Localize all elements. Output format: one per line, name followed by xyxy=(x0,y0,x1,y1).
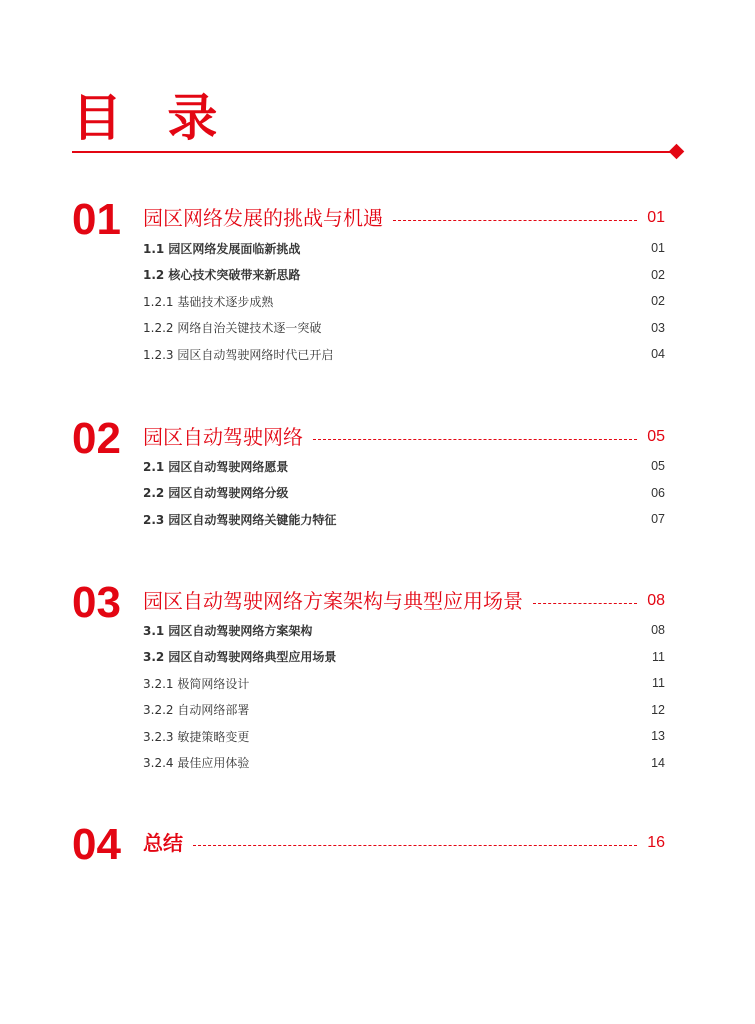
entry-page: 05 xyxy=(651,459,665,474)
section-heading[interactable] xyxy=(143,585,665,617)
toc-entry[interactable] xyxy=(143,644,665,671)
section-entries xyxy=(143,453,665,533)
entry-label: 3.2.2 自动网络部署 xyxy=(143,703,250,718)
entry-page: 11 xyxy=(652,676,665,691)
entry-label: 1.2 核心技术突破带来新思路 xyxy=(143,268,301,283)
entry-page: 07 xyxy=(651,512,665,527)
entry-page: 11 xyxy=(652,649,665,664)
entry-label: 3.2.3 敏捷策略变更 xyxy=(143,729,250,744)
entry-label: 2.2 园区自动驾驶网络分级 xyxy=(143,486,289,501)
section-entries xyxy=(143,617,665,776)
entry-page: 01 xyxy=(651,241,665,256)
entry-page: 14 xyxy=(651,755,665,770)
entry-label: 2.1 园区自动驾驶网络愿景 xyxy=(143,459,289,474)
entry-page: 13 xyxy=(651,729,665,744)
title-underline xyxy=(72,151,676,153)
toc-entry[interactable] xyxy=(143,697,665,724)
section-title: 总结 xyxy=(143,831,183,855)
diamond-ornament-icon xyxy=(669,144,685,160)
entry-page: 03 xyxy=(651,320,665,335)
toc-entry[interactable] xyxy=(143,315,665,342)
entry-label: 3.1 园区自动驾驶网络方案架构 xyxy=(143,623,313,638)
section-heading[interactable] xyxy=(143,827,665,859)
toc-entry[interactable] xyxy=(143,506,665,533)
section-page: 01 xyxy=(647,209,665,226)
toc-section-04 xyxy=(72,821,672,871)
toc-entry[interactable] xyxy=(143,617,665,644)
toc-entry[interactable] xyxy=(143,723,665,750)
section-title: 园区网络发展的挑战与机遇 xyxy=(143,206,383,230)
entry-page: 04 xyxy=(651,347,665,362)
entry-label: 3.2.4 最佳应用体验 xyxy=(143,756,250,771)
entry-label: 1.2.2 网络自治关键技术逐一突破 xyxy=(143,321,322,336)
section-heading[interactable] xyxy=(143,421,665,453)
entry-label: 3.2 园区自动驾驶网络典型应用场景 xyxy=(143,650,337,665)
toc-entry[interactable] xyxy=(143,670,665,697)
section-page: 08 xyxy=(647,592,665,609)
toc-entry[interactable] xyxy=(143,341,665,368)
toc-entry[interactable] xyxy=(143,453,665,480)
toc-title: 目 录 xyxy=(72,89,232,147)
entry-page: 02 xyxy=(651,267,665,282)
entry-page: 02 xyxy=(651,294,665,309)
toc-section-02 xyxy=(72,415,672,535)
dotted-leader xyxy=(533,603,637,604)
section-title: 园区自动驾驶网络方案架构与典型应用场景 xyxy=(143,589,523,613)
toc-entry[interactable] xyxy=(143,480,665,507)
section-entries xyxy=(143,235,665,368)
section-page: 16 xyxy=(647,834,665,851)
section-number: 02 xyxy=(72,414,121,463)
section-number: 01 xyxy=(72,195,121,244)
toc-section-01 xyxy=(72,196,672,366)
dotted-leader xyxy=(193,845,637,846)
toc-section-03 xyxy=(72,579,672,779)
section-heading[interactable] xyxy=(143,202,665,234)
entry-page: 08 xyxy=(651,623,665,638)
section-number: 04 xyxy=(72,820,121,869)
section-title: 园区自动驾驶网络 xyxy=(143,425,303,449)
section-page: 05 xyxy=(647,428,665,445)
dotted-leader xyxy=(393,220,637,221)
entry-page: 06 xyxy=(651,485,665,500)
toc-entry[interactable] xyxy=(143,288,665,315)
section-number: 03 xyxy=(72,578,121,627)
entry-label: 1.1 园区网络发展面临新挑战 xyxy=(143,241,301,256)
toc-entry[interactable] xyxy=(143,235,665,262)
entry-page: 12 xyxy=(651,702,665,717)
toc-entry[interactable] xyxy=(143,262,665,289)
toc-entry[interactable] xyxy=(143,750,665,777)
dotted-leader xyxy=(313,439,637,440)
entry-label: 1.2.1 基础技术逐步成熟 xyxy=(143,294,274,309)
entry-label: 3.2.1 极简网络设计 xyxy=(143,676,250,691)
entry-label: 1.2.3 园区自动驾驶网络时代已开启 xyxy=(143,347,334,362)
entry-label: 2.3 园区自动驾驶网络关键能力特征 xyxy=(143,512,337,527)
